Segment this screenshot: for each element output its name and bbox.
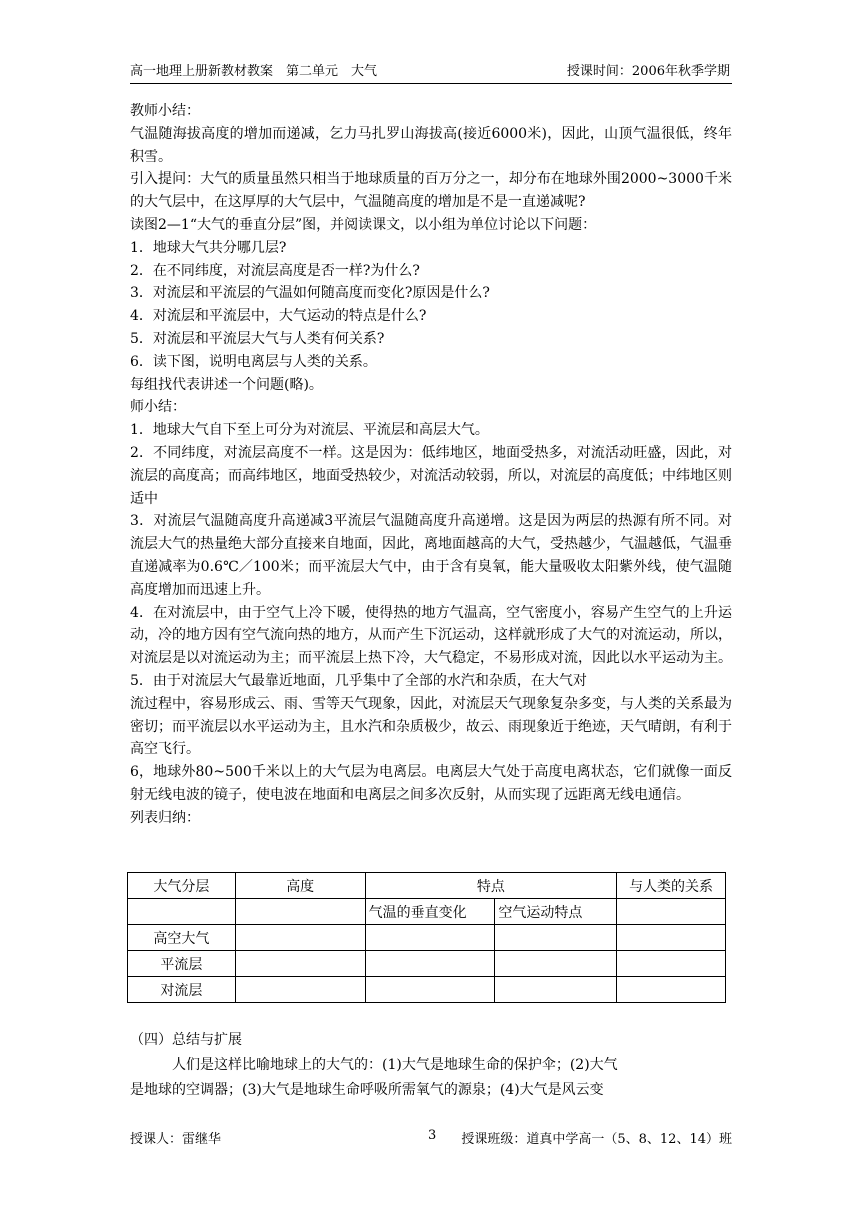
table-cell [495,977,617,1003]
table-cell [365,951,495,977]
paragraph: 是地球的空调器；(3)大气是地球生命呼吸所需氧气的源泉；(4)大气是风云变 [130,1082,604,1098]
table-cell [365,925,495,951]
summary-item: 2．不同纬度，对流层高度不一样。这是因为：低纬地区，地面受热多，对流活动旺盛，因此，对流层的高度高；而高纬地区，地面受热较少，对流活动较弱，所以，对流层的高度低；中纬地区则适中 [130,444,732,507]
table-header-row [128,873,726,899]
atmosphere-summary-table [127,872,726,1003]
summary-item: 6，地球外80~500千米以上的大气层为电离层。电离层大气处于高度电离状态，它们就像一面反射无线电波的镜子，使电波在地面和电离层之间多次反射，从而实现了远距离无线电通信。 [130,764,732,803]
question-item: 4．对流层和平流层中，大气运动的特点是什么? [130,308,427,325]
row-label: 平流层 [128,951,236,977]
header-date: 授课时间：2006年秋季学期 [566,64,730,79]
paragraph: 列表归纳： [130,809,200,826]
table-cell [235,977,365,1003]
header-cell: 与人类的关系 [617,873,726,899]
header-divider [130,83,732,84]
table-cell [495,951,617,977]
summary-section [130,1028,732,1103]
question-item: 2．在不同纬度，对流层高度是否一样?为什么? [130,262,420,279]
subheader-cell: 气温的垂直变化 [365,899,495,925]
table-cell [235,899,365,925]
footer-teacher: 授课人：雷继华 [130,1132,222,1147]
table-cell [235,925,365,951]
paragraph: 气温随海拔高度的增加而递减，乞力马扎罗山海拔高(接近6000米)，因此，山顶气温很低，终年积雪。 [130,125,732,165]
summary-item: 4．在对流层中，由于空气上冷下暖，使得热的地方气温高，空气密度小，容易产生空气的上升运动，冷的地方因有空气流向热的地方，从而产生下沉运动，这样就形成了大气的对流运动，所以，对流层是以对流运动为主；而平流层上热下冷，大气稳定，不易形成对流，因此以水平运动为主。 [130,604,732,667]
table-row [128,951,726,977]
table-row [128,925,726,951]
section-title: （四）总结与扩展 [130,1032,242,1048]
page-header [130,60,730,82]
footer-class: 授课班级：道真中学高一（5、8、12、14）班 [461,1132,732,1147]
table-cell [235,951,365,977]
header-cell: 高度 [235,873,365,899]
paragraph: 教师小结： [130,103,200,119]
page-footer [130,1128,732,1148]
table-cell [495,925,617,951]
table-cell [617,925,726,951]
table-cell [617,951,726,977]
paragraph: 每组找代表讲述一个问题(略)。 [130,376,323,393]
header-title: 高一地理上册新教材教案 第二单元 大气 [130,64,378,79]
table-row [128,977,726,1003]
row-label: 高空大气 [128,925,236,951]
summary-item: 5．由于对流层大气最靠近地面，几乎集中了全部的水汽和杂质，在大气对 [130,672,587,689]
header-cell: 特点 [365,873,617,899]
table-cell [128,899,236,925]
question-item: 3．对流层和平流层的气温如何随高度而变化?原因是什么? [130,285,490,302]
paragraph: 读图2—1“大气的垂直分层”图，并阅读课文，以小组为单位讨论以下问题： [130,216,597,233]
table-cell [617,899,726,925]
page-number: 3 [428,1128,437,1143]
paragraph: 师小结： [130,399,186,416]
summary-item: 流过程中，容易形成云、雨、雪等天气现象，因此，对流层天气现象复杂多变，与人类的关系最为密切；而平流层以水平运动为主，且水汽和杂质极少，故云、雨现象近于绝迹，天气晴朗，有利于高空飞行。 [130,695,732,758]
table-cell [617,977,726,1003]
paragraph: 引入提问：大气的质量虽然只相当于地球质量的百万分之一，却分布在地球外围2000~3000千米的大气层中，在这厚厚的大气层中，气温随高度的增加是不是一直递减呢? [130,171,732,211]
row-label: 对流层 [128,977,236,1003]
question-item: 6．读下图，说明电离层与人类的关系。 [130,353,377,370]
paragraph: 人们是这样比喻地球上的大气的：(1)大气是地球生命的保护伞；(2)大气 [130,1057,618,1073]
header-cell: 大气分层 [128,873,236,899]
table-cell [365,977,495,1003]
lesson-body [130,100,732,830]
summary-item: 3．对流层气温随高度升高递减3平流层气温随高度升高递增。这是因为两层的热源有所不同。对流层大气的热量绝大部分直接来自地面，因此，离地面越高的大气，受热越少，气温越低，气温垂直递减率为0.6℃／100米；而平流层大气中，由于含有臭氧，能大量吸收太阳紫外线，使气温随高度增加而迅速上升。 [130,513,732,598]
question-item: 5．对流层和平流层大气与人类有何关系? [130,330,385,347]
table-subheader-row [128,899,726,925]
subheader-cell: 空气运动特点 [495,899,617,925]
question-item: 1．地球大气共分哪几层? [130,239,287,256]
summary-item: 1．地球大气自下至上可分为对流层、平流层和高层大气。 [130,422,489,439]
